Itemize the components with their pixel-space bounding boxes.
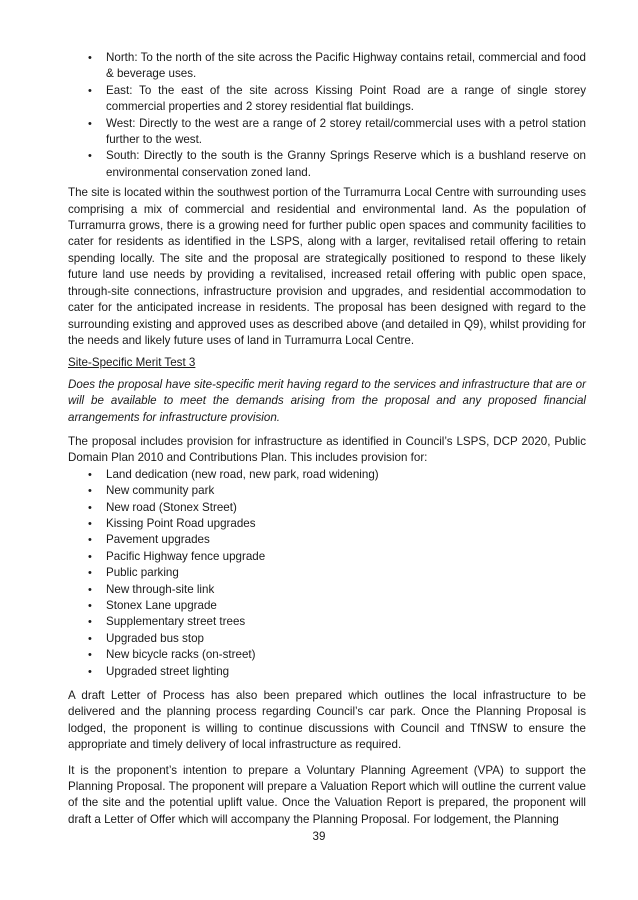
bullet-icon: •: [88, 468, 92, 481]
list-item: [68, 598, 586, 614]
list-item: [68, 565, 586, 581]
bullet-icon: •: [88, 52, 92, 64]
infrastructure-list: [68, 467, 586, 680]
list-item: [68, 614, 586, 630]
list-item: [68, 647, 586, 663]
list-item-text: Pavement upgrades: [106, 533, 210, 547]
location-paragraph: The site is located within the southwest portion of the Turramurra Local Centre with surrounding uses comprising a mix of commercial and residential and environmental land. As the population of Turramurra grows, there is a growing need for further public open spaces and community facilities to cater for residents as identified in the LSPS, along with a larger, revitalised retail offering to retain spending locally. The site and the proposal are strategically positioned to respond to these likely future land use needs by providing a revitalised, increased retail offering with public open space, through-site connections, infrastructure provision and upgrades, and residential accommodation to cater for the anticipated increase in residents. The proposal has been designed with regard to the surrounding existing and approved uses as described above (and detailed in Q9), whilst providing for the needs and likely future uses of land in Turramurra Local Centre.: [68, 186, 586, 347]
list-item-text: Supplementary street trees: [106, 615, 246, 629]
list-item: [68, 467, 586, 483]
bullet-icon: •: [88, 616, 92, 629]
page-number: 39: [312, 830, 326, 843]
bullet-icon: •: [88, 517, 92, 530]
merit-test-question: Does the proposal have site-specific merit having regard to the services and infrastructure that are or will be available to meet the demands arising from the proposal and any proposed financial arrangements for infrastructure provision.: [68, 377, 586, 424]
bullet-icon: •: [88, 84, 92, 97]
list-item: [68, 50, 586, 83]
bullet-icon: •: [88, 600, 92, 612]
surroundings-list: [68, 50, 586, 181]
list-item: [68, 549, 586, 565]
list-item-text: New bicycle racks (on-street): [106, 648, 256, 662]
list-item-text: New community park: [106, 484, 215, 498]
list-item-text: South: Directly to the south is the Granny Springs Reserve which is a bushland reserve on environmental conservation zoned land.: [106, 149, 586, 179]
bullet-icon: •: [88, 567, 92, 580]
list-item-text: Public parking: [106, 566, 179, 580]
list-item-text: Pacific Highway fence upgrade: [106, 549, 266, 563]
list-item-text: New through-site link: [106, 582, 215, 596]
page-content: [68, 50, 586, 828]
list-item-text: New road (Stonex Street): [106, 500, 237, 514]
merit-test-heading: Site-Specific Merit Test 3: [68, 356, 196, 370]
list-item-text: West: Directly to the west are a range of 2 storey retail/commercial uses with a petrol station further to the west.: [106, 116, 586, 147]
list-item-text: Kissing Point Road upgrades: [106, 516, 256, 530]
list-item-text: East: To the east of the site across Kissing Point Road are a range of single storey commercial properties and 2 storey residential flat buildings.: [106, 83, 586, 114]
list-item: [68, 83, 586, 116]
list-item: [68, 516, 586, 532]
list-item: [68, 664, 586, 680]
list-item-text: Upgraded street lighting: [106, 664, 230, 678]
list-item-text: Stonex Lane upgrade: [106, 599, 217, 612]
bullet-icon: •: [88, 534, 92, 547]
list-item: [68, 631, 586, 647]
bullet-icon: •: [88, 485, 92, 498]
list-item-text: North: To the north of the site across the Pacific Highway contains retail, commercial and food & beverage uses.: [106, 51, 586, 81]
list-item: [68, 582, 586, 598]
list-item: [68, 483, 586, 499]
bullet-icon: •: [88, 117, 92, 130]
list-item: [68, 116, 586, 149]
bullet-icon: •: [88, 501, 92, 514]
letter-of-process-paragraph: A draft Letter of Process has also been prepared which outlines the local infrastructure to be delivered and the planning process regarding Council’s car park. Once the Planning Proposal is lodged, the proponent is willing to continue discussions with Council and TfNSW to ensure the appropriate and timely delivery of local infrastructure as required.: [68, 689, 586, 752]
list-item-text: Land dedication (new road, new park, road widening): [106, 467, 379, 481]
bullet-icon: •: [88, 583, 92, 596]
list-item-text: Upgraded bus stop: [106, 631, 204, 645]
bullet-icon: •: [88, 550, 92, 563]
list-item: [68, 148, 586, 181]
list-item: [68, 500, 586, 516]
bullet-icon: •: [88, 665, 92, 678]
list-item: [68, 532, 586, 548]
infrastructure-intro: The proposal includes provision for infrastructure as identified in Council’s LSPS, DCP 2020, Public Domain Plan 2010 and Contributions Plan. This includes provision for:: [68, 434, 586, 465]
vpa-paragraph: It is the proponent’s intention to prepare a Voluntary Planning Agreement (VPA) to support the Planning Proposal. The proponent will prepare a Valuation Report which will outline the current value of the site and the potential uplift value. Once the Valuation Report is prepared, the proponent will draft a Letter of Offer which will accompany the Planning Proposal. For lodgement, the Planning: [68, 763, 586, 826]
bullet-icon: •: [88, 150, 92, 163]
bullet-icon: •: [88, 649, 92, 662]
bullet-icon: •: [88, 632, 92, 645]
